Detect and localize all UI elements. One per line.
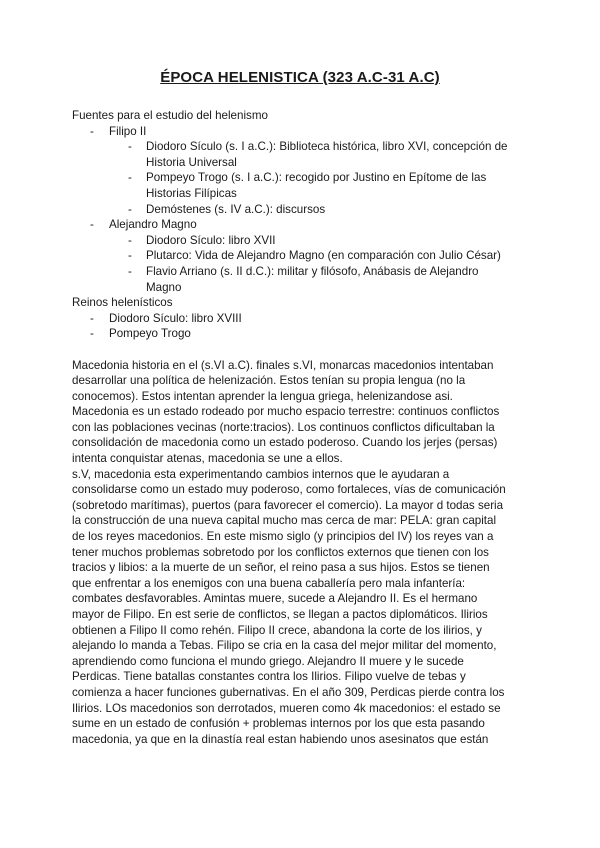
bullet-dash: - xyxy=(128,249,132,263)
paragraph-line: mayor de Filipo. En est serie de conflictos, se llegan a pactos diplomáticos. Ilirios xyxy=(72,608,488,621)
sublist-item-text: Diodoro Sículo: libro XVII xyxy=(146,233,276,247)
list-item-filipo xyxy=(72,124,532,140)
paragraph-line: con las poblaciones vecinas (norte:tracios). Los continuos conflictos dificultaban la xyxy=(72,420,495,434)
sublist-item-text: Pompeyo Trogo (s. I a.C.): recogido por Justino en Epítome de las xyxy=(146,171,487,185)
paragraph-line: consolidarse como un estado muy poderoso, como fortaleces, vías de comunicación xyxy=(72,483,506,497)
bullet-dash: - xyxy=(128,171,132,185)
page-title: ÉPOCA HELENISTICA (323 A.C-31 A.C) xyxy=(160,69,440,86)
list-item xyxy=(72,311,532,327)
paragraph-line: aprendiendo como funciona el mundo griego. Alejandro II muere y le sucede xyxy=(72,654,464,668)
paragraph-line: combates desfavorables. Amintas muere, sucede a Alejandro II. Es el hermano xyxy=(72,592,478,606)
bullet-dash: - xyxy=(90,218,94,232)
list-item-label: Alejandro Magno xyxy=(109,218,197,232)
paragraph-line: la construcción de una nueva capital mucho mas cerca de mar: PELA: gran capital xyxy=(72,514,497,528)
bullet-dash: - xyxy=(90,311,94,325)
paragraph-line: tener muchos problemas sobretodo por los conflictos externos que tienen con los xyxy=(72,545,489,559)
list-item-label: Pompeyo Trogo xyxy=(109,327,191,341)
sublist-item xyxy=(72,139,532,155)
sublist-item xyxy=(72,170,532,186)
paragraph-line: Ilirios. LOs macedonios son derrotados, mueren como 4k macedonios: el estado se xyxy=(72,701,501,715)
paragraph-line: intenta conquistar atenas, macedonia se une a ellos. xyxy=(72,452,343,466)
paragraph-line: desarrollar una política de helenización. Estos tenían su propia lengua (no la xyxy=(72,374,466,388)
bullet-dash: - xyxy=(90,327,94,341)
paragraph-line: macedonia, ya que en la dinastía real estan habiendo unos asesinatos que están xyxy=(72,732,489,746)
bullet-dash: - xyxy=(128,233,132,247)
paragraph-line: tracios y libios: a la muerte de un señor, el reino pasa a sus hijos. Estos se tienen xyxy=(72,561,490,575)
list-item-label: Diodoro Sículo: libro XVIII xyxy=(109,311,242,325)
paragraph-line: consolidación de macedonia como un estado poderoso. Cuando los jerjes (persas) xyxy=(72,436,498,450)
sublist-item xyxy=(72,233,532,249)
sublist-item xyxy=(72,202,532,218)
bullet-dash: - xyxy=(128,140,132,154)
paragraph-line: alejando lo manda a Tebas. Filipo se cria en la casa del mejor militar del momento, xyxy=(72,639,497,653)
paragraph-line: obtienen a Filipo II como rehén. Filipo II crece, abandona la corte de los ilirios, y xyxy=(72,623,482,637)
list-item-label: Filipo II xyxy=(109,124,147,138)
paragraph-line: de los reyes macedonios. En este mismo siglo (y principios del IV) los reyes van a xyxy=(72,530,494,544)
section-heading-fuentes: Fuentes para el estudio del helenismo xyxy=(72,109,268,122)
sublist-item xyxy=(72,264,532,280)
paragraph-line: s.V, macedonia esta experimentando cambios internos que le ayudaran a xyxy=(72,467,450,481)
document-content xyxy=(72,108,532,747)
paragraph-line: Macedonia es un estado rodeado por mucho espacio terrestre: continuos conflictos xyxy=(72,405,500,419)
bullet-dash: - xyxy=(128,202,132,216)
sublist-item-text: Plutarco: Vida de Alejandro Magno (en comparación con Julio César) xyxy=(146,249,501,263)
sublist-item-text: Flavio Arriano (s. II d.C.): militar y filósofo, Anábasis de Alejandro xyxy=(146,264,479,278)
sublist-item-continuation: Historia Universal xyxy=(146,155,237,169)
list-item xyxy=(72,326,532,342)
section-heading-reinos: Reinos helenísticos xyxy=(72,296,173,310)
sublist-item-continuation: Magno xyxy=(146,280,182,294)
list-item-alejandro xyxy=(72,217,532,233)
paragraph-line: que enfrentar a los enemigos con una buena caballería pero mala infantería: xyxy=(72,576,466,590)
sublist-item-text: Demóstenes (s. IV a.C.): discursos xyxy=(146,202,326,216)
paragraph-line: comienza a hacer funciones gubernativas. En el año 309, Perdicas pierde contra los xyxy=(72,685,505,699)
paragraph-line: conocemos). Estos intentan aprender la lengua griega, helenizandose asi. xyxy=(72,389,453,403)
paragraph-line: (sobretodo marítimas), puertos (para favorecer el comercio). La mayor d todas seria xyxy=(72,498,504,512)
body-paragraph xyxy=(72,358,532,748)
bullet-dash: - xyxy=(90,124,94,138)
paragraph-spacer xyxy=(72,342,532,358)
sublist-item-text: Diodoro Sículo (s. I a.C.): Biblioteca histórica, libro XVI, concepción de xyxy=(146,140,508,154)
paragraph-line: sume en un estado de confusión + problemas internos por los que esta pasando xyxy=(72,717,485,731)
sublist-item xyxy=(72,248,532,264)
paragraph-line: Macedonia historia en el (s.VI a.C). finales s.VI, monarcas macedonios intentaban xyxy=(72,358,494,372)
paragraph-line: Perdicas. Tiene batallas constantes contra los Ilirios. Filipo vuelve de tebas y xyxy=(72,670,466,684)
sublist-item-continuation: Historias Filípicas xyxy=(146,186,237,200)
bullet-dash: - xyxy=(128,264,132,278)
